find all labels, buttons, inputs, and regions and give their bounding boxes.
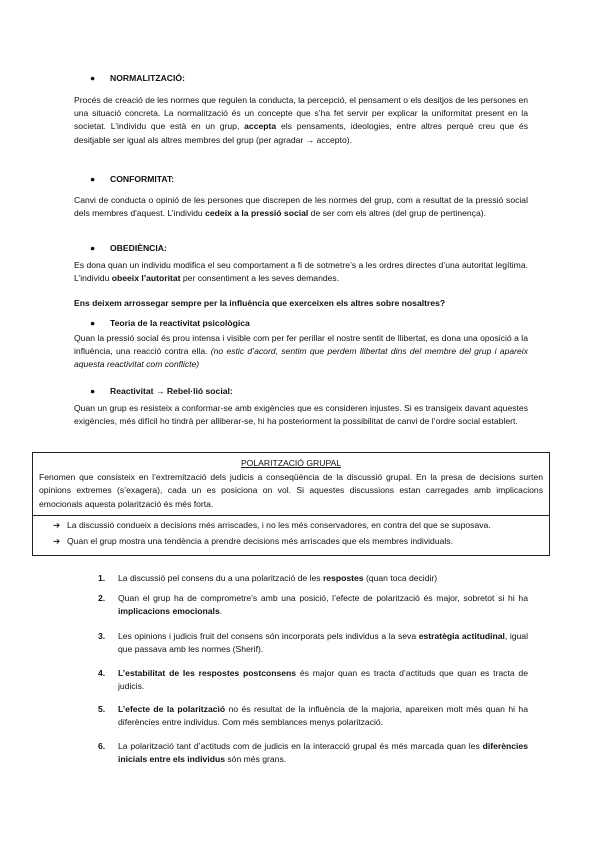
- box-row: ➔ Quan el grup mostra una tendència a prendre decisions més arriscades que els membres individuals.: [39, 535, 543, 548]
- list-item: 4. L’estabilitat de les respostes postconsens és major quan es tracta d’actituds que quan es tracta de judicis.: [98, 668, 528, 692]
- heading-obediencia: ● OBEDIÈNCIA:: [90, 242, 167, 255]
- question-heading: Ens deixem arrossegar sempre per la influència que exerceixen els altres sobre nosaltres?: [74, 298, 446, 308]
- list-item: 3. Les opinions i judicis fruit del consens són incorporats pels individus a la seva estratègia actitudinal, igual que passava amb les normes (Sherif).: [98, 631, 528, 655]
- bullet-dot-icon: ●: [90, 174, 96, 184]
- paragraph-normalitzacio: Procés de creació de les normes que regulen la conducta, la percepció, el pensament o els desitjos de les persones en una situació concreta. La normalització és un concepte que s’ha fet servir per explicar la uniformitat present en la societat. L’individu que està en un grup, accepta els pensaments, ideologies, entre altres perquè creu que és desitjable ser igual als altres membres del grup (per agradar → accepto).: [74, 95, 528, 145]
- bullet-dot-icon: ●: [90, 243, 96, 253]
- heading-rebelio: ● Reactivitat → Rebel·lió social:: [90, 385, 233, 398]
- box-definition: Fenomen que consisteix en l’extremització dels judicis a conseqüència de la discussió grupal. En la presa de decisions surten opinions extremes (s’exagera), cada un es posiciona on vol. Si aquestes discussions estan carregades amb implicacions emocionals aquesta polarització és més forta.: [39, 472, 543, 509]
- box-divider: [33, 515, 549, 516]
- paragraph-obediencia: Es dona quan un individu modifica el seu comportament a fi de sotmetre’s a les ordres directes d’una autoritat legítima. L’individu obeeix l’autoritat per consentiment a les seves demandes.: [74, 260, 528, 284]
- bullet-dot-icon: ●: [90, 73, 96, 83]
- paragraph-rebelio: Quan un grup es resisteix a conformar-se amb exigències que es consideren injustes. Si es transigeix davant aquestes exigències, més difícil ho tindrà per alliberar-se, hi ha posteriorment la possibilitat de canvi de l’ordre social establert.: [74, 403, 528, 427]
- box-row: ➔ La discussió condueix a decisions més arriscades, i no les més conservadores, en contra del que se suposava.: [39, 519, 543, 532]
- heading-conformitat: ● CONFORMITAT:: [90, 173, 174, 186]
- paragraph-reactivitat: Quan la pressió social és prou intensa i visible com per fer perillar el nostre sentit de llibertat, es dona una oposició a la influència, una reacció contra ella. (no estic d’acord, sentim que perdem llibertat dins del membre del grup i apareix aquesta reactivitat com conflicte): [74, 333, 528, 370]
- list-item: 1. La discussió pel consens du a una polarització de les respostes (quan toca decidir): [98, 573, 438, 583]
- heading-normalitzacio: ● NORMALITZACIÓ:: [90, 72, 185, 85]
- heading-reactivitat: ● Teoria de la reactivitat psicològica: [90, 317, 250, 330]
- list-item: 5. L’efecte de la polarització no és resultat de la influència de la majoria, apareixen molt més quan hi ha diferències entre individus. Com més semblances menys polarització.: [98, 704, 528, 728]
- bullet-dot-icon: ●: [90, 386, 96, 396]
- bullet-dot-icon: ●: [90, 318, 96, 328]
- list-item: 2. Quan el grup ha de comprometre’s amb una posició, l’efecte de polarització és major, sobretot si hi ha implicacions emocionals.: [98, 593, 528, 617]
- arrow-right-icon: ➔: [53, 519, 61, 530]
- paragraph-conformitat: Canvi de conducta o opinió de les persones que discrepen de les normes del grup, com a resultat de la pressió social dels membres d'aquest. L’individu cedeix a la pressió social de ser com els altres (del grup de pertinença).: [74, 195, 528, 219]
- list-item: 6. La polarització tant d’actituds com de judicis en la interacció grupal és més marcada quan les diferències inicials entre els individus són més grans.: [98, 741, 528, 765]
- arrow-right-icon: ➔: [53, 536, 61, 547]
- polaritzacio-box: [32, 452, 550, 556]
- box-title: POLARITZACIÓ GRUPAL: [240, 458, 342, 468]
